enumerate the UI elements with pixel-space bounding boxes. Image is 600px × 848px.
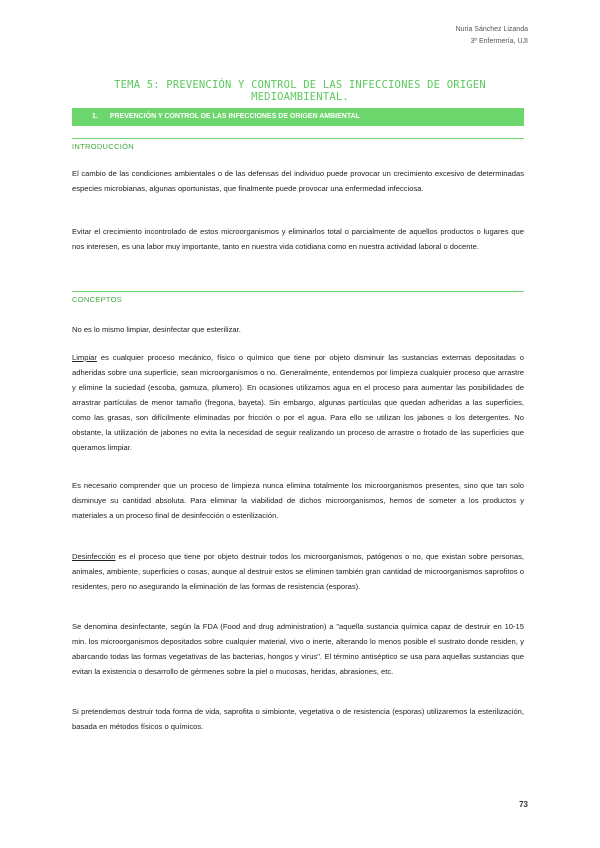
paragraph-concepts-1: No es lo mismo limpiar, desinfectar que esterilizar. <box>72 325 241 334</box>
page-number: 73 <box>519 800 528 809</box>
divider-conceptos <box>72 291 524 292</box>
heading-introduccion: INTRODUCCIÓN <box>72 142 134 151</box>
header-course: 3º Enfermería, UJI <box>470 38 528 45</box>
term-desinfeccion: Desinfección <box>72 552 116 561</box>
paragraph-intro-2: Evitar el crecimiento incontrolado de estos microorganismos y eliminarlos total o parcialmente de aquellos productos o lugares que nos interesen, es una labor muy importante, tanto en nuestra vida cotidiana como en nuestra actividad laboral o docente. <box>72 227 524 251</box>
paragraph-concepts-3: Es necesario comprender que un proceso de limpieza nunca elimina totalmente los microorganismos presentes, sino que tan solo disminuye su cantidad absoluta. Para eliminar la viabilidad de dichos microorganismos, hemos de someter a los productos y materiales a un proceso final de desinfección o esterilización. <box>72 481 524 520</box>
desinfeccion-definition: es el proceso que tiene por objeto destruir todos los microorganismos, patógenos o no, que existan sobre personas, animales, ambiente, superficies o cosas, aunque al destruir estos se eliminen también gran cantidad de microorganismos saprofitos o residentes, pero no asegurando la eliminación de las formas de resistencia (esporas). <box>72 552 524 591</box>
heading-conceptos: CONCEPTOS <box>72 295 123 304</box>
paragraph-intro-1: El cambio de las condiciones ambientales o de las defensas del individuo puede provocar un crecimiento excesivo de determinadas especies microbianas, algunas oportunistas, que finalmente puede provocar una enfermedad infecciosa. <box>72 169 524 193</box>
paragraph-limpiar <box>72 350 524 455</box>
paragraph-concepts-6: Si pretendemos destruir toda forma de vida, saprofita o simbionte, vegetativa o de resistencia (esporas) utilizaremos la esterilización, basada en métodos físicos o químicos. <box>72 707 524 731</box>
paragraph-desinfeccion <box>72 549 524 594</box>
section-label: PREVENCIÓN Y CONTROL DE LAS INFECCIONES DE ORIGEN AMBIENTAL <box>109 113 360 120</box>
term-limpiar: Limpiar <box>72 353 97 362</box>
section-bar <box>72 108 524 126</box>
paragraph-concepts-5: Se denomina desinfectante, según la FDA (Food and drug administration) a "aquella sustancia química capaz de destruir en 10-15 min. los microorganismos depositados sobre cualquier material, vivo o inerte, alterando lo menos posible el sustrato donde residen, y abarcando todas las formas vegetativas de las bacterias, hongos y virus". El término antiséptico se usa para aquellas sustancias que evitan la existencia o desarrollo de gérmenes sobre la piel o mucosas, heridas, abrasiones, etc. <box>72 622 524 676</box>
header-author: Nuria Sánchez Lizanda <box>455 26 528 33</box>
page-header <box>456 24 528 48</box>
page-title: TEMA 5: PREVENCIÓN Y CONTROL DE LAS INFECCIONES DE ORIGEN MEDIOAMBIENTAL. <box>114 79 486 103</box>
section-number: 1. <box>92 113 98 120</box>
limpiar-definition: es cualquier proceso mecánico, físico o químico que tiene por objeto disminuir las sustancias externas depositadas o adheridas sobre una superficie, sean microorganismos o no. Generalmente, entendemos por limpieza cualquier proceso que arrastre y elimine la suciedad (escoba, gamuza, plumero). En ocasiones utilizamos agua en el proceso para aumentar las posibilidades de arrastrar partículas de menor tamaño (fregona, bayeta). Sin embargo, algunas partículas que quedan adheridas a las superficies, como las grasas, son difícilmente eliminadas por fricción o por el agua. Para ello se utilizan los jabones o los detergentes. No obstante, la utilización de jabones no evita la necesidad de seguir realizando un proceso de arrastre o frotado de las superficies que queramos limpiar. <box>72 353 524 452</box>
divider-intro <box>72 138 524 139</box>
